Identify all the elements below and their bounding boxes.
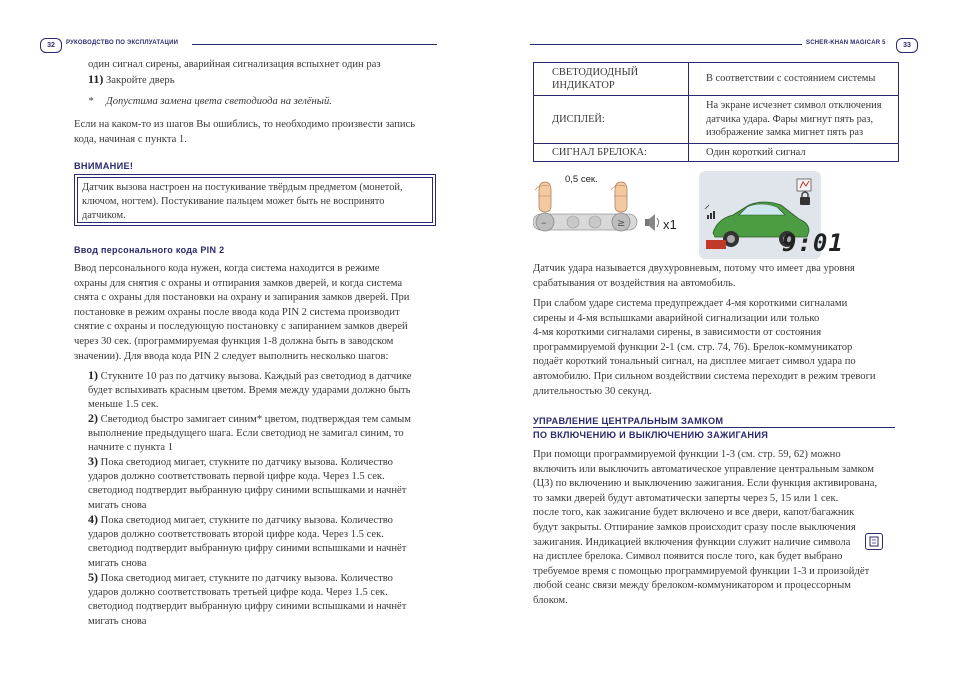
table-row [534, 63, 899, 96]
footnote-mark: * [88, 96, 94, 107]
table-cell-label: СВЕТОДИОДНЫЙ ИНДИКАТОР [534, 63, 689, 96]
time-label: 0,5 сек. [565, 174, 598, 185]
display-time: 9:01 [782, 229, 844, 257]
lock-section-title-1: УПРАВЛЕНИЕ ЦЕНТРАЛЬНЫМ ЗАМКОМ [533, 416, 724, 426]
autolock-symbol-icon [865, 533, 883, 550]
finger-icon [535, 182, 551, 212]
beep-count: x1 [663, 217, 677, 232]
pin-intro: Ввод персонального кода нужен, когда система находится в режиме охраны для снятия с охраны и отпирания замков дверей, и когда система снята с охраны для постановки на охрану и запирания замков дверей. При постановке в режим охраны после ввода кода PIN 2 система производит снятие с охраны и последующую постановку с запиранием замков дверей через 30 сек. (программируемая функция 1-8 должна быть в заводском значении). Для ввода кода PIN 2 следует выполнить несколько шагов: [74, 263, 410, 362]
page-number-left: 32 [40, 38, 62, 53]
pin-step-2: 2) Светодиод быстро замигает синим* цветом, подтверждая тем самым выполнение предыдущего шага. Если светодиод не замигал синим, то начните с пункта 1 [88, 411, 411, 454]
signal-icon [705, 205, 715, 219]
step-11: 11) Закройте дверь [88, 72, 175, 86]
table-cell-value: Один короткий сигнал [689, 144, 899, 162]
shock-sensor-text: Датчик удара называется двухуровневым, потому что имеет два уровня срабатывания от воздействия на автомобиль. [533, 263, 855, 289]
finger-icon [611, 182, 627, 212]
footnote: Допустима замена цвета светодиода на зелёный. [106, 96, 332, 107]
header-rule-right [530, 44, 802, 45]
warning-title: ВНИМАНИЕ! [74, 161, 134, 171]
weak-impact-text: При слабом ударе система предупреждает 4-мя короткими сигналами сирены и 4-мя вспышками аварийной сигнализации или только 4-мя короткими сигналами сирены, в зависимости от состояния программируемой функции 2-1 (см. стр. 74, 76). Брелок-коммуникатор подаёт короткий тональный сигнал, на дисплее мигает символ удара по автомобилю. При сильном воздействии система переходит в режим тревоги длительностью 30 секунд. [533, 298, 876, 397]
alarm-indicator [706, 240, 726, 249]
lock-text: При помощи программируемой функции 1-3 (см. стр. 59, 62) можно включить или выключить автоматическое управление центральным замком (ЦЗ) по включению и выключению зажигания. Если функция активирована, то замки дверей будут автоматически заперты через 5, 15 или 1 сек. после того, как зажигание будет включено и все двери, капот/багажник будут закрыты. Отпирание замков происходит сразу после выключения зажигания. Индикацией включения функции служит наличие символа на дисплее брелока. Символ появится после того, как будет выбрано требуемое время с помощью программируемой функции 1-3 и произойдёт любой сеанс связи между брелоком-коммуникатором и процессорным блоком. [533, 449, 878, 606]
page-number-right: 33 [896, 38, 918, 53]
running-title-left: РУКОВОДСТВО ПО ЭКСПЛУАТАЦИИ [66, 40, 179, 46]
table-cell-value: В соответствии с состоянием системы [689, 63, 899, 96]
table-cell-label: СИГНАЛ БРЕЛОКА: [534, 144, 689, 162]
table-cell-value: На экране исчезнет символ отключения датчика удара. Фары мигнут пять раз, изображение замка мигнет пять раз [689, 96, 899, 144]
table-row [534, 144, 899, 162]
pin-title: Ввод персонального кода PIN 2 [74, 245, 225, 255]
sensor-illustration [533, 168, 683, 248]
table-cell-label: ДИСПЛЕЙ: [534, 96, 689, 144]
status-table [533, 62, 899, 162]
speaker-icon [645, 214, 659, 231]
pin-step-1: 1) Стукните 10 раз по датчику вызова. Каждый раз светодиод в датчике будет вспыхивать красным цветом. Время между ударами должно быть меньше 1.5 сек. [88, 368, 412, 411]
section-rule [533, 427, 895, 428]
svg-text:≥: ≥ [617, 218, 626, 229]
svg-text:–: – [541, 216, 547, 229]
lock-icon [800, 192, 810, 205]
table-row [534, 96, 899, 144]
pin-step-5: 5) Пока светодиод мигает, стукните по датчику вызова. Количество ударов должно соответствовать третьей цифре кода. Через 1.5 сек. светодиод подтвердит выбранную цифру синими вспышками и начнёт мигать снова [88, 570, 407, 627]
mistake-note: Если на каком-то из шагов Вы ошиблись, то необходимо произвести запись кода, начиная с пункта 1. [74, 119, 416, 145]
lock-section-title-2: ПО ВКЛЮЧЕНИЮ И ВЫКЛЮЧЕНИЮ ЗАЖИГАНИЯ [533, 430, 769, 440]
sensor-figure [533, 168, 683, 248]
shock-icon [797, 179, 811, 191]
intro-line: один сигнал сирены, аварийная сигнализация вспыхнет один раз [88, 59, 381, 70]
running-title-right: SCHER-KHAN MAGICAR 5 [806, 40, 886, 46]
pin-step-4: 4) Пока светодиод мигает, стукните по датчику вызова. Количество ударов должно соответствовать второй цифре кода. Через 1.5 сек. светодиод подтвердит выбранную цифру синими вспышками и начнёт мигать снова [88, 512, 407, 569]
header-rule-left [192, 44, 437, 45]
pin-step-3: 3) Пока светодиод мигает, стукните по датчику вызова. Количество ударов должно соответствовать первой цифре кода. Через 1.5 сек. светодиод подтвердит выбранную цифру синими вспышками и начнёт мигать снова [88, 454, 407, 511]
warning-box: Датчик вызова настроен на постукивание твёрдым предметом (монетой, ключом, ногтем). Постукивание пальцем может быть не воспринято датчиком. [74, 174, 436, 226]
